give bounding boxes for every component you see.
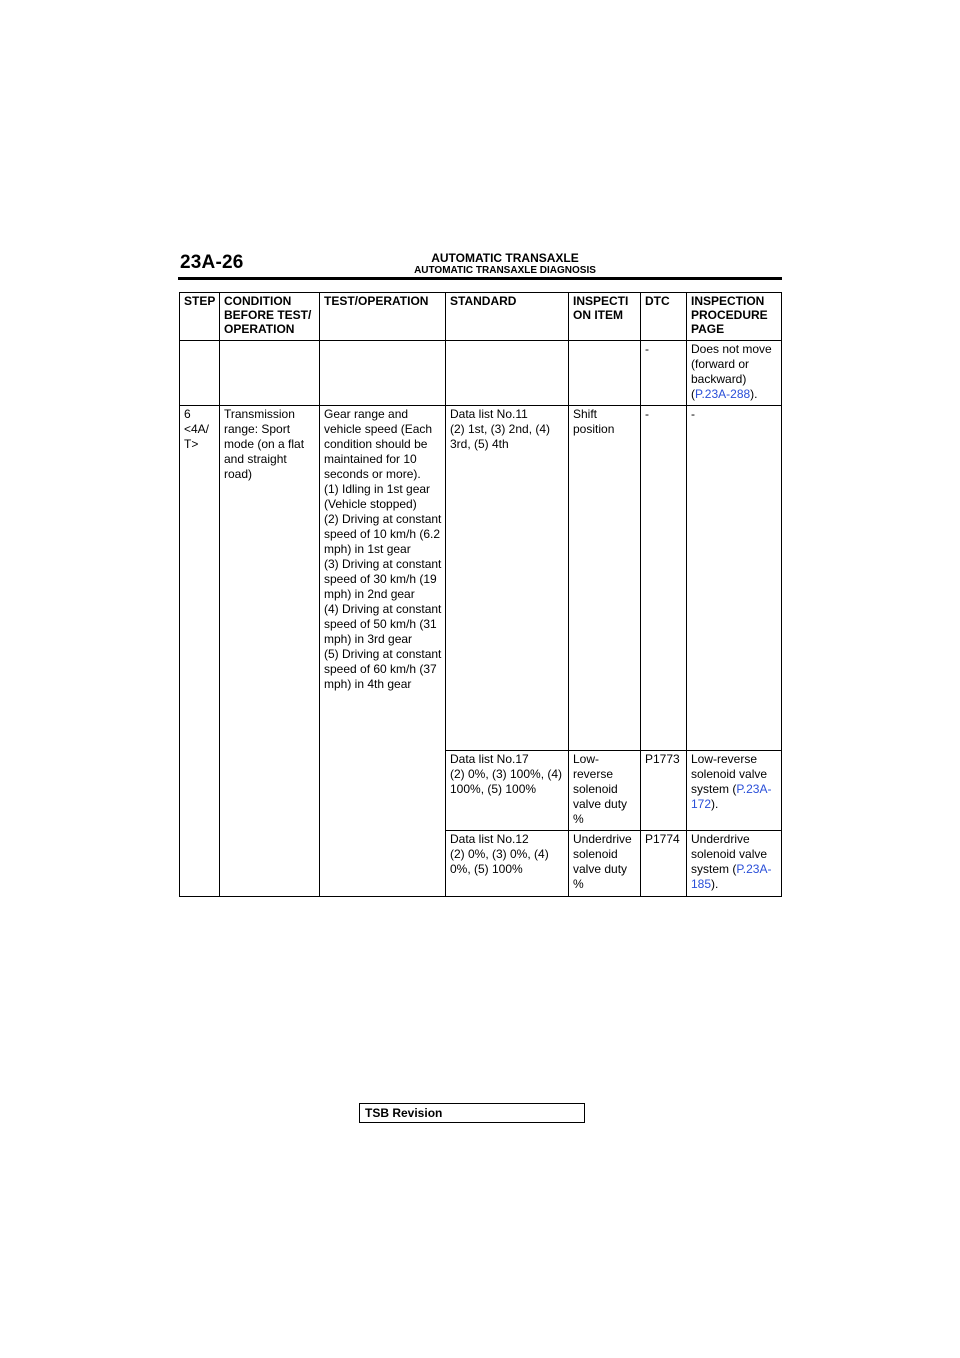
item-cell: Underdrive solenoid valve duty % (569, 831, 641, 897)
page-number: 23A-26 (180, 252, 244, 273)
table-header-row (180, 293, 782, 341)
dtc-cell: - (641, 406, 687, 751)
section-subtitle: AUTOMATIC TRANSAXLE DIAGNOSIS (414, 265, 596, 276)
standard-line: (2) 1st, (3) 2nd, (4) 3rd, (5) 4th (450, 422, 551, 451)
col-header-standard: STANDARD (446, 293, 569, 341)
page-close: ). (711, 877, 719, 891)
standard-line: Data list No.12 (450, 832, 529, 846)
step-cell: 6 <4A/ T> (180, 406, 220, 897)
col-header-item: INSPECTI ON ITEM (569, 293, 641, 341)
item-cell (569, 341, 641, 406)
page-link[interactable]: P.23A- 172 (691, 782, 772, 811)
standard-line: Data list No.17 (450, 752, 529, 766)
page-cell (687, 341, 782, 406)
test-line: (1) Idling in 1st gear (Vehicle stopped) (324, 482, 431, 511)
standard-cell (446, 751, 569, 831)
dtc-cell: P1773 (641, 751, 687, 831)
condition-cell: Transmission range: Sport mode (on a flat and straight road) (220, 406, 320, 897)
page-close: ). (750, 387, 758, 401)
section-title: AUTOMATIC TRANSAXLE (431, 251, 579, 265)
step-cell (180, 341, 220, 406)
header-rule (178, 277, 782, 280)
condition-cell (220, 341, 320, 406)
standard-cell (446, 406, 569, 751)
dtc-cell: P1774 (641, 831, 687, 897)
page-text: Does not move (forward or backward) (691, 342, 772, 386)
page-text: Underdrive solenoid valve system ( (691, 832, 768, 876)
col-header-condition: CONDITION BEFORE TEST/ OPERATION (220, 293, 320, 341)
standard-line: (2) 0%, (3) 0%, (4) 0%, (5) 100% (450, 847, 549, 876)
col-header-test: TEST/OPERATION (320, 293, 446, 341)
standard-cell (446, 831, 569, 897)
dtc-cell: - (641, 341, 687, 406)
col-header-page: INSPECTION PROCEDURE PAGE (687, 293, 782, 341)
test-line: (2) Driving at constant speed of 10 km/h (6.2 mph) in 1st gear (324, 512, 442, 556)
inspection-table (179, 292, 782, 897)
tsb-revision-label: TSB Revision (365, 1106, 443, 1120)
table-row (180, 406, 782, 751)
item-cell: Low- reverse solenoid valve duty % (569, 751, 641, 831)
table-row (180, 341, 782, 406)
page-cell: - (687, 406, 782, 751)
page-open: ( (691, 387, 695, 401)
test-cell (320, 406, 446, 897)
standard-line: Data list No.11 (450, 407, 528, 421)
item-cell: Shift position (569, 406, 641, 751)
test-line: (3) Driving at constant speed of 30 km/h (19 mph) in 2nd gear (324, 557, 442, 601)
col-header-step: STEP (180, 293, 220, 341)
test-cell (320, 341, 446, 406)
page-text: Low-reverse solenoid valve system ( (691, 752, 768, 796)
test-line: (4) Driving at constant speed of 50 km/h (31 mph) in 3rd gear (324, 602, 442, 646)
test-line: (5) Driving at constant speed of 60 km/h (37 mph) in 4th gear (324, 647, 442, 691)
page-cell (687, 831, 782, 897)
page-link[interactable]: P.23A- 185 (691, 862, 772, 891)
standard-line: (2) 0%, (3) 100%, (4) 100%, (5) 100% (450, 767, 563, 796)
page-cell (687, 751, 782, 831)
test-line: Gear range and vehicle speed (Each condition should be maintained for 10 seconds or more). (324, 407, 433, 481)
page-link[interactable]: P.23A-288 (695, 387, 751, 401)
page-close: ). (711, 797, 719, 811)
tsb-revision-box (359, 1103, 585, 1123)
standard-cell (446, 341, 569, 406)
col-header-dtc: DTC (641, 293, 687, 341)
